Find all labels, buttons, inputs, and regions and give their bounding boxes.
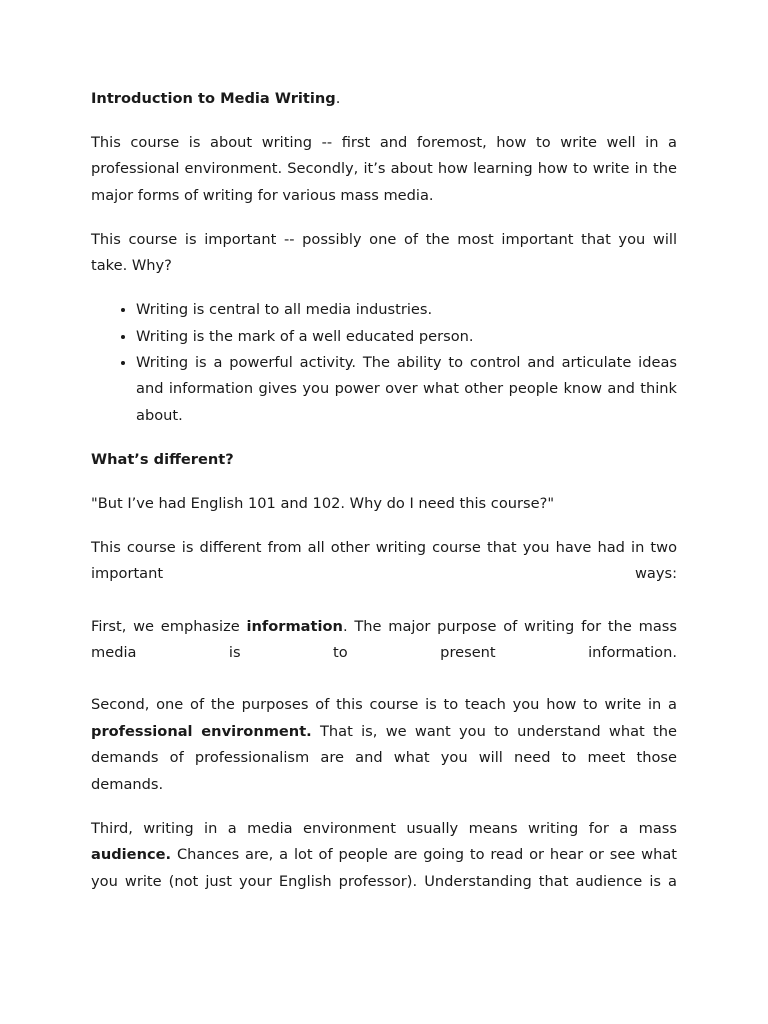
third-emphasis: audience. [91,846,172,864]
section-heading-whats-different [91,447,677,473]
third-text-after: Chances are, a lot of people are going to read or hear or see what you write (not just your English professor). Understanding that audience is a [91,846,677,890]
document-title [91,86,677,112]
quote-paragraph: "But I’ve had English 101 and 102. Why do I need this course?" [91,494,555,512]
list-item: • Writing is central to all media industries. [136,297,677,323]
paragraph-third [91,816,677,895]
second-text-before: Second, one of the purposes of this course is to teach you how to write in a [91,696,677,714]
paragraph-first [91,614,677,667]
third-text-before: Third, writing in a media environment usually means writing for a mass [91,819,677,837]
paragraph-course-important: This course is important -- possibly one of the most important that you will take. Why? [91,230,677,275]
first-text-after: . The major purpose of writing for the mass media is to present information. [91,617,677,662]
heading-text: What’s different? [91,450,234,468]
paragraph-different: This course is different from all other writing course that you have had in two important ways: [91,538,677,583]
first-emphasis: information [246,617,343,635]
second-text-after: That is, we want you to understand what the demands of professionalism are and what you will need to meet those demands. [91,722,677,793]
paragraph-course-about: This course is about writing -- first and foremost, how to write well in a professional environment. Secondly, it’s about how learning how to write in the major forms of writing for various mass media. [91,134,677,204]
title-text: Introduction to Media Writing [91,90,336,107]
title-punctuation: . [335,90,341,107]
first-text-before: First, we emphasize [91,617,247,635]
reasons-list [91,297,677,429]
second-emphasis: professional environment. [91,722,312,740]
list-item: • Writing is a powerful activity. The ability to control and articulate ideas and information gives you power over what other people know and think about. [136,350,677,429]
list-item: • Writing is the mark of a well educated person. [136,324,677,350]
paragraph-second [91,692,677,798]
document-page [91,86,677,913]
